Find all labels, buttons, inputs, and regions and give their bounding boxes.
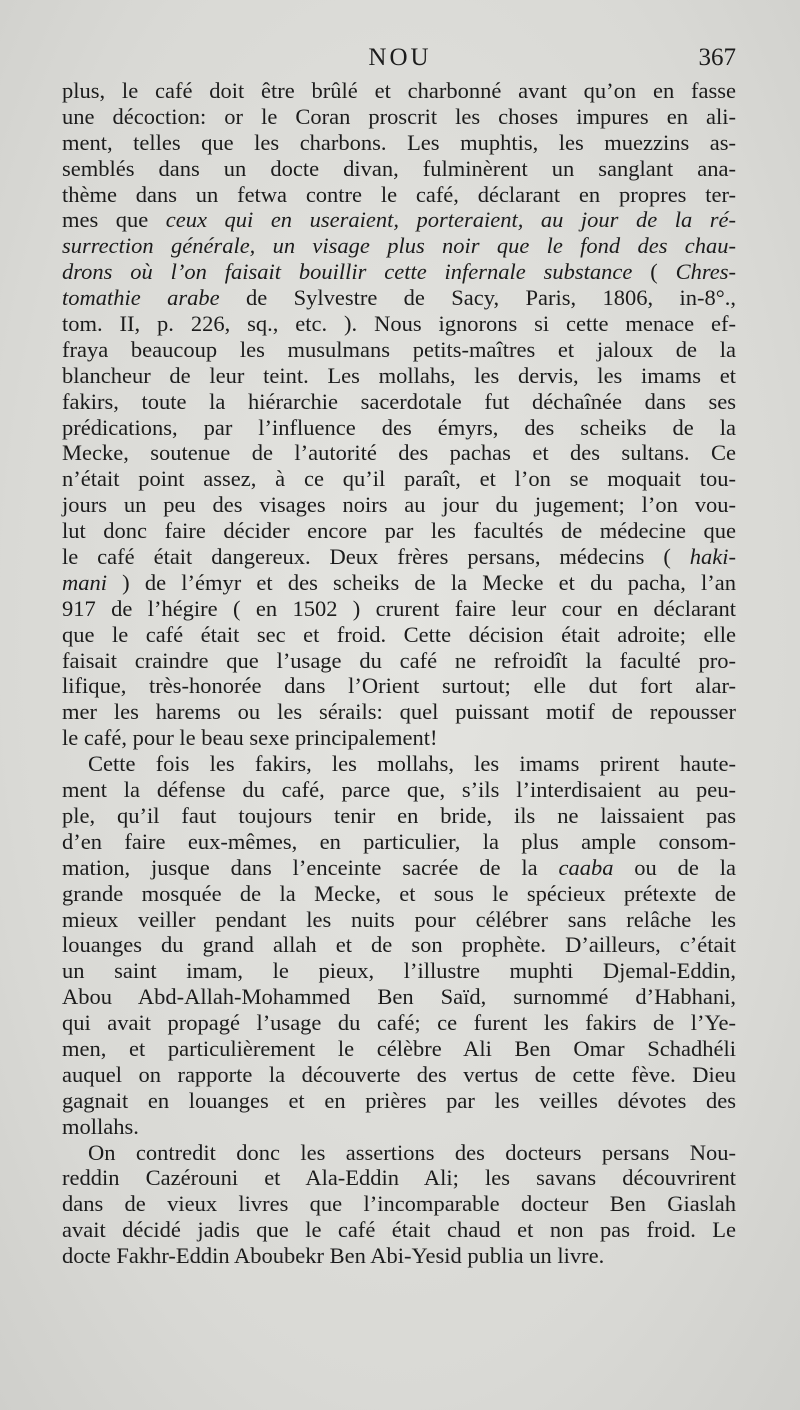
text-line: reddin Cazérouni et Ala-Eddin Ali; les savans découvrirent xyxy=(62,1165,736,1191)
text-line: ment la défense du café, parce que, s’ils l’interdisaient au peu- xyxy=(62,777,736,803)
text-line: grande mosquée de la Mecke, et sous le spécieux prétexte de xyxy=(62,880,736,906)
body-text xyxy=(62,78,736,1269)
text-line: tom. II, p. 226, sq., etc. ). Nous ignorons si cette menace ef- xyxy=(62,311,736,337)
text-line: gagnait en louanges et en prières par les veilles dévotes des xyxy=(62,1087,736,1113)
text-line: 917 de l’hégire ( en 1502 ) crurent faire leur cour en déclarant xyxy=(62,595,736,621)
text-line: fakirs, toute la hiérarchie sacerdotale fut déchaînée dans ses xyxy=(62,388,736,414)
text-line: auquel on rapporte la découverte des vertus de cette fève. Dieu xyxy=(62,1061,736,1087)
text-line: ment, telles que les charbons. Les muphtis, les muezzins as- xyxy=(62,129,736,155)
text-line: tomathie arabe de Sylvestre de Sacy, Paris, 1806, in-8°., xyxy=(62,285,737,311)
text-line: fraya beaucoup les musulmans petits-maîtres et jaloux de la xyxy=(62,336,736,362)
text-line: plus, le café doit être brûlé et charbonné avant qu’on en fasse xyxy=(62,78,736,103)
text-line: Mecke, soutenue de l’autorité des pachas et des sultans. Ce xyxy=(62,440,736,466)
text-line: men, et particulièrement le célèbre Ali Ben Omar Schadhéli xyxy=(62,1035,736,1061)
text-line: jours un peu des visages noirs au jour du jugement; l’on vou- xyxy=(62,492,736,518)
text-line: On contredit donc les assertions des docteurs persans Nou- xyxy=(88,1139,736,1165)
text-line: le café était dangereux. Deux frères persans, médecins ( haki- xyxy=(62,544,736,570)
text-line: d’en faire eux-mêmes, en particulier, la plus ample consom- xyxy=(62,828,736,854)
text-line: avait décidé jadis que le café était chaud et non pas froid. Le xyxy=(62,1217,736,1243)
text-line: mer les harems ou les sérails: quel puissant motif de repousser xyxy=(62,699,736,725)
text-line: faisait craindre que l’usage du café ne refroidît la faculté pro- xyxy=(62,647,736,673)
text-line: prédications, par l’influence des émyrs, des scheiks de la xyxy=(62,414,736,440)
text-line: surrection générale, un visage plus noir que le fond des chau- xyxy=(62,233,736,259)
text-line: mani ) de l’émyr et des scheiks de la Mecke et du pacha, l’an xyxy=(62,569,736,595)
text-line: n’était point assez, à ce qu’il paraît, et l’on se moquait tou- xyxy=(62,466,736,492)
text-line: le café, pour le beau sexe principalement! xyxy=(62,725,438,751)
text-line: lifique, très-honorée dans l’Orient surtout; elle dut fort alar- xyxy=(62,673,736,699)
text-line: mollahs. xyxy=(62,1113,139,1139)
text-line: une décoction: or le Coran proscrit les choses impures en ali- xyxy=(62,103,736,129)
page-header xyxy=(0,44,800,78)
text-line: mieux veiller pendant les nuits pour célébrer sans relâche les xyxy=(62,906,736,932)
text-line: un saint imam, le pieux, l’illustre muphti Djemal-Eddin, xyxy=(62,958,736,984)
text-line: mes que ceux qui en useraient, porteraient, au jour de la ré- xyxy=(62,207,736,233)
text-line: docte Fakhr-Eddin Aboubekr Ben Abi-Yesid publia un livre. xyxy=(62,1243,605,1269)
running-head: NOU xyxy=(368,44,432,71)
text-line: Abou Abd-Allah-Mohammed Ben Saïd, surnommé d’Habhani, xyxy=(62,984,736,1010)
text-line: ple, qu’il faut toujours tenir en bride, ils ne laissaient pas xyxy=(62,802,736,828)
text-line: lut donc faire décider encore par les facultés de médecine que xyxy=(62,518,736,544)
text-line: semblés dans un docte divan, fulminèrent un sanglant ana- xyxy=(62,155,736,181)
text-line: mation, jusque dans l’enceinte sacrée de la caaba ou de la xyxy=(62,854,736,880)
text-line: blancheur de leur teint. Les mollahs, les dervis, les imams et xyxy=(62,362,736,388)
text-line: que le café était sec et froid. Cette décision était adroite; elle xyxy=(62,621,736,647)
text-line: dans de vieux livres que l’incomparable docteur Ben Giaslah xyxy=(62,1191,736,1217)
text-line: Cette fois les fakirs, les mollahs, les imams prirent haute- xyxy=(88,751,736,777)
page-number: 367 xyxy=(698,44,736,71)
text-line: thème dans un fetwa contre le café, déclarant en propres ter- xyxy=(62,181,736,207)
text-line: qui avait propagé l’usage du café; ce furent les fakirs de l’Ye- xyxy=(62,1010,736,1036)
text-line: drons où l’on faisait bouillir cette infernale substance ( Chres- xyxy=(62,259,737,285)
text-line: louanges du grand allah et de son prophète. D’ailleurs, c’était xyxy=(62,932,736,958)
